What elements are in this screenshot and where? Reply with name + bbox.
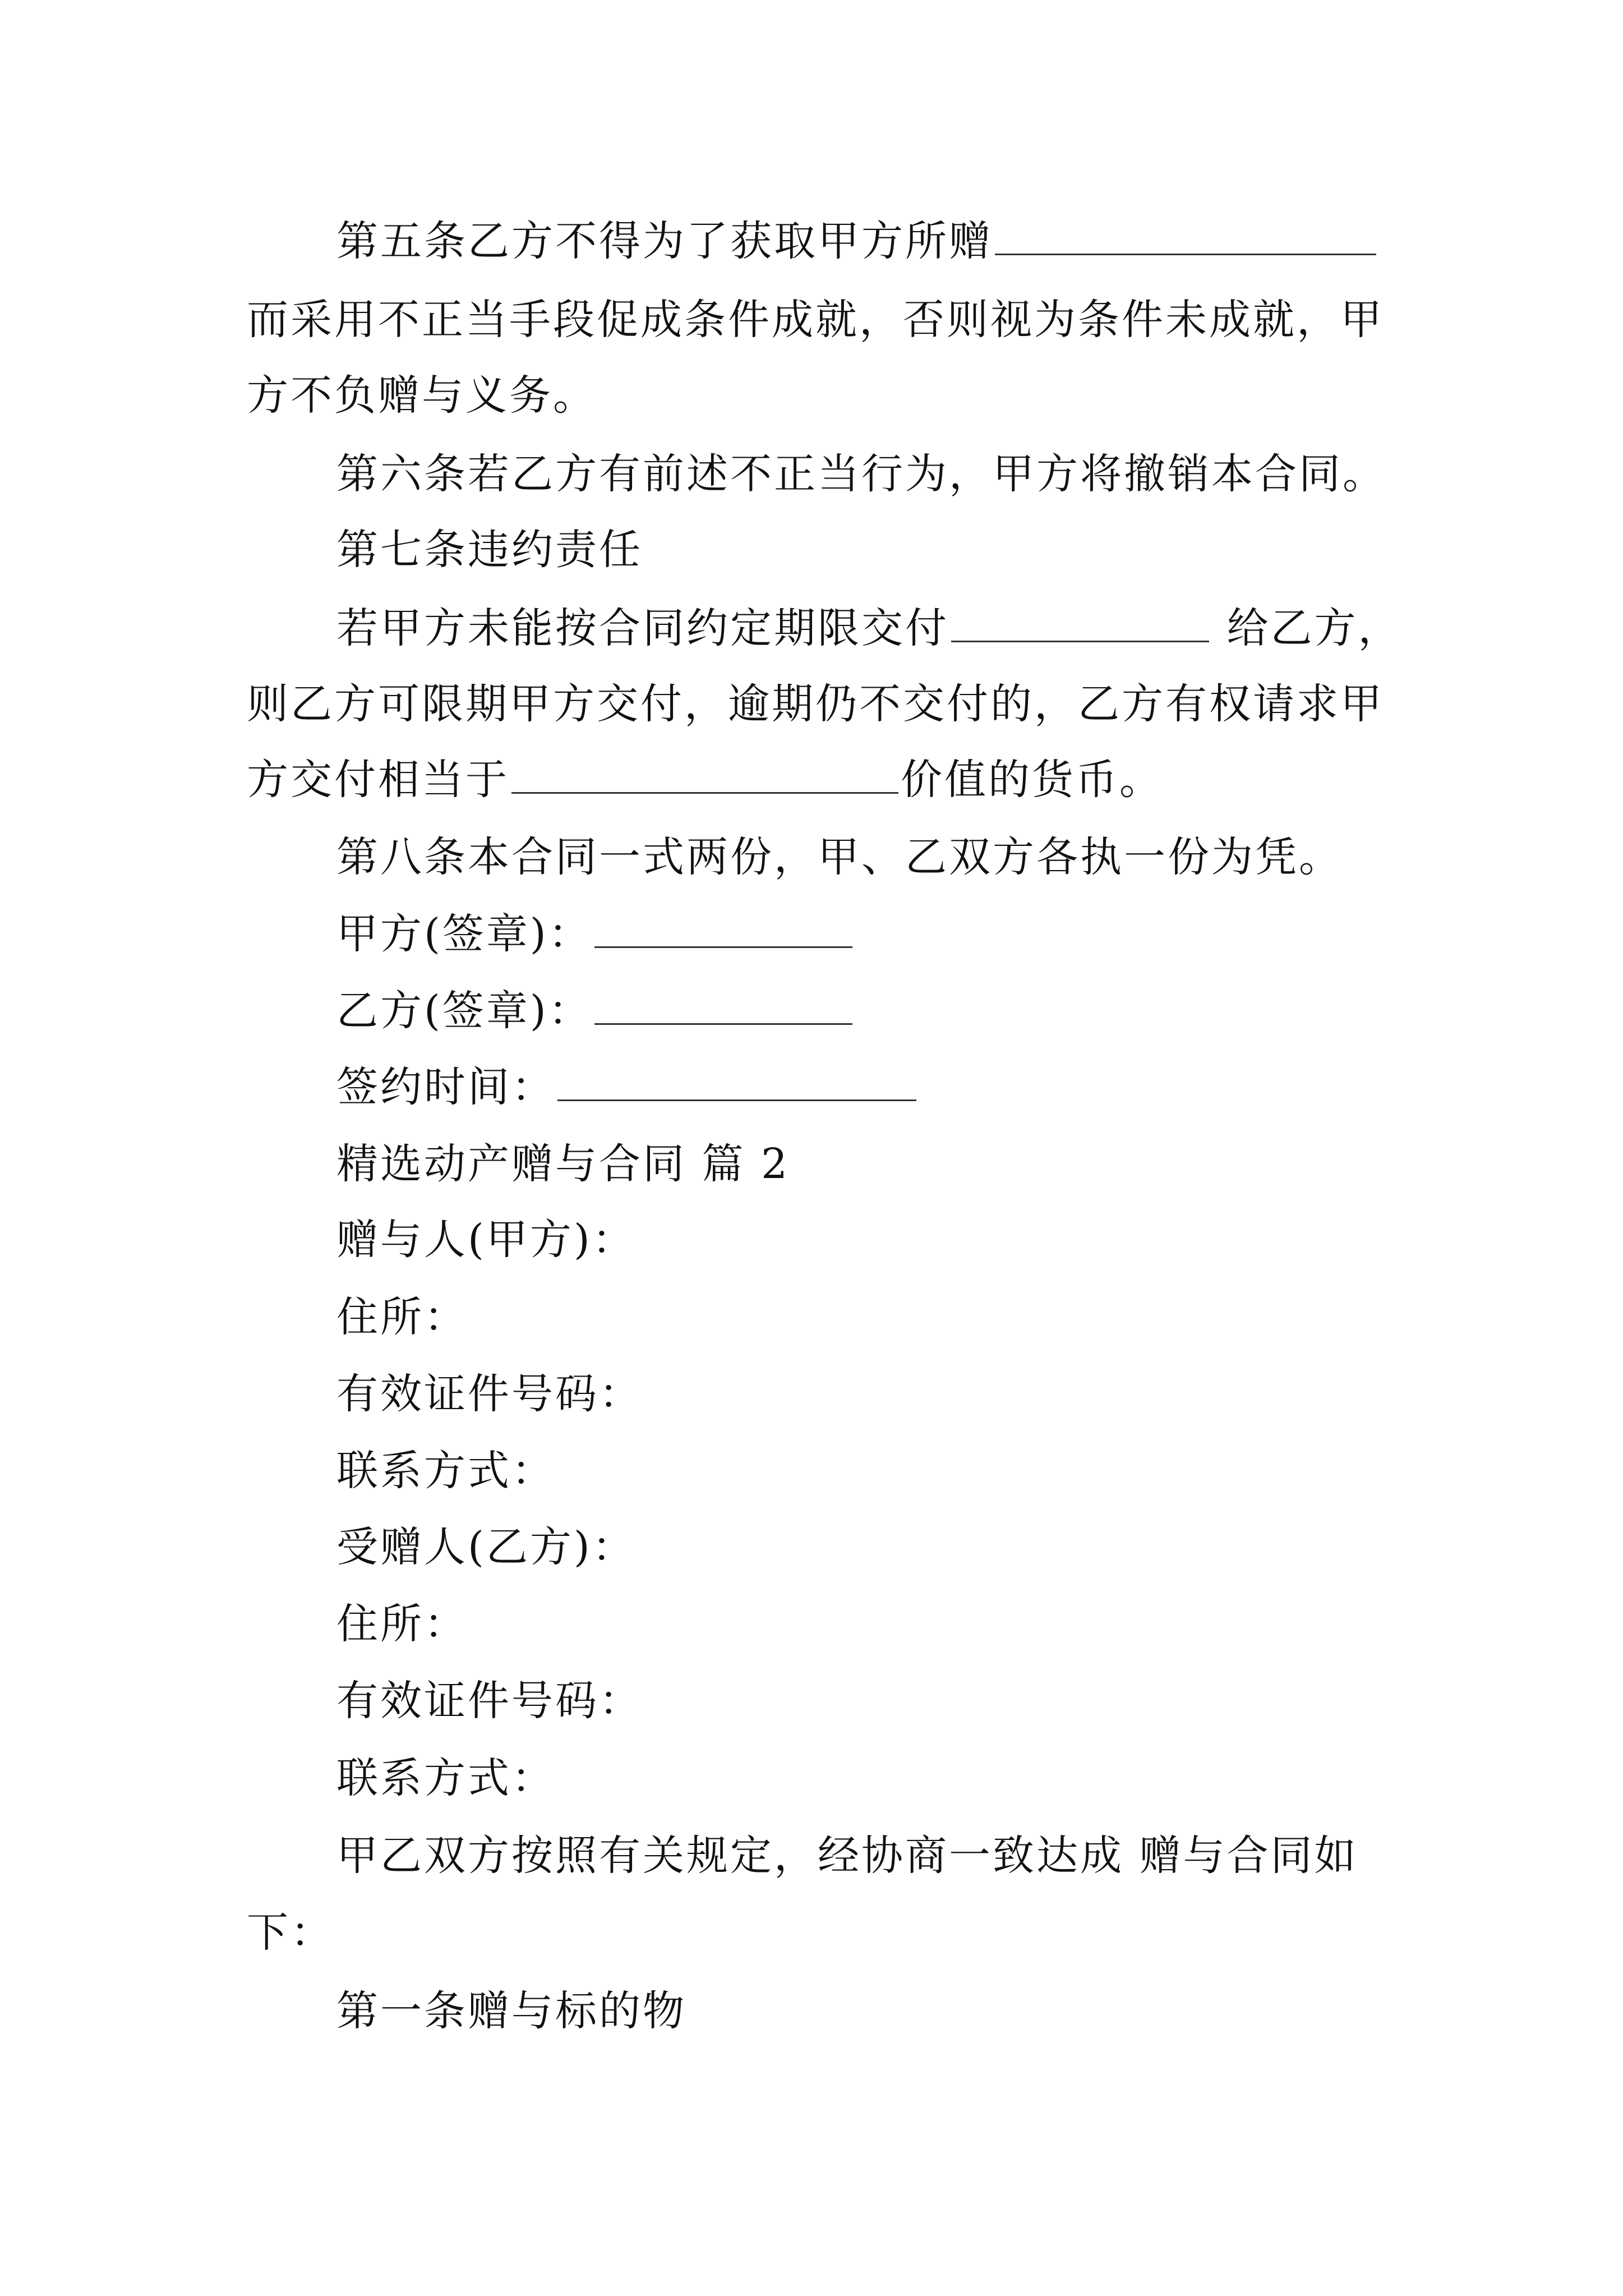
donor-address: 住所： bbox=[336, 1293, 468, 1341]
signing-date-blank[interactable] bbox=[557, 1060, 916, 1101]
donor-label: 赠与人(甲方)： bbox=[336, 1216, 636, 1264]
paragraph-article-6: 第六条若乙方有前述不正当行为，甲方将撤销本合同。 bbox=[336, 450, 1386, 498]
agreement-continuation: 下： bbox=[247, 1908, 334, 1957]
blank-delivery-item[interactable] bbox=[951, 601, 1209, 642]
paragraph-article-5 bbox=[336, 213, 1378, 269]
section-2-title: 精选动产赠与合同 篇 2 bbox=[336, 1140, 790, 1188]
signature-party-b bbox=[336, 983, 855, 1039]
blank-value-item[interactable] bbox=[511, 753, 898, 794]
donee-contact: 联系方式： bbox=[336, 1754, 555, 1802]
paragraph-article-7 bbox=[336, 600, 1402, 656]
article-5-continuation-2: 方不负赠与义务。 bbox=[247, 371, 597, 420]
agreement-paragraph: 甲乙双方按照有关规定，经协商一致达成 赠与合同如 bbox=[336, 1832, 1358, 1880]
blank-gift-item[interactable] bbox=[995, 214, 1376, 255]
signature-party-b-blank[interactable] bbox=[594, 984, 852, 1025]
signing-date bbox=[336, 1059, 919, 1115]
donee-address: 住所： bbox=[336, 1600, 468, 1648]
signature-party-a-blank[interactable] bbox=[594, 907, 852, 948]
article-7-text-b: 给乙方， bbox=[1227, 604, 1402, 652]
signature-party-a-label: 甲方(签章)： bbox=[336, 910, 592, 958]
signature-party-b-label: 乙方(签章)： bbox=[336, 987, 592, 1035]
article-7-cont2-a: 方交付相当于 bbox=[247, 756, 509, 804]
article-7-continuation-2 bbox=[247, 752, 1163, 808]
donee-label: 受赠人(乙方)： bbox=[336, 1523, 636, 1571]
donee-id-number: 有效证件号码： bbox=[336, 1677, 643, 1725]
article-5-continuation-1: 而采用不正当手段促成条件成就，否则视为条件未成就，甲 bbox=[247, 296, 1384, 344]
article-5-text: 第五条乙方不得为了获取甲方所赠 bbox=[336, 217, 993, 265]
paragraph-article-8: 第八条本合同一式两份，甲、乙双方各执一份为凭。 bbox=[336, 833, 1343, 881]
article-7-cont2-b: 价值的货币。 bbox=[901, 756, 1163, 804]
article-7-continuation-1: 则乙方可限期甲方交付，逾期仍不交付的，乙方有权请求甲 bbox=[247, 680, 1384, 728]
donor-contact: 联系方式： bbox=[336, 1447, 555, 1495]
donor-id-number: 有效证件号码： bbox=[336, 1370, 643, 1418]
article-7-text-a: 若甲方未能按合同约定期限交付 bbox=[336, 604, 949, 652]
signature-party-a bbox=[336, 906, 855, 962]
heading-article-1: 第一条赠与标的物 bbox=[336, 1987, 686, 2035]
signing-date-label: 签约时间： bbox=[336, 1063, 555, 1111]
heading-article-7: 第七条违约责任 bbox=[336, 526, 643, 574]
